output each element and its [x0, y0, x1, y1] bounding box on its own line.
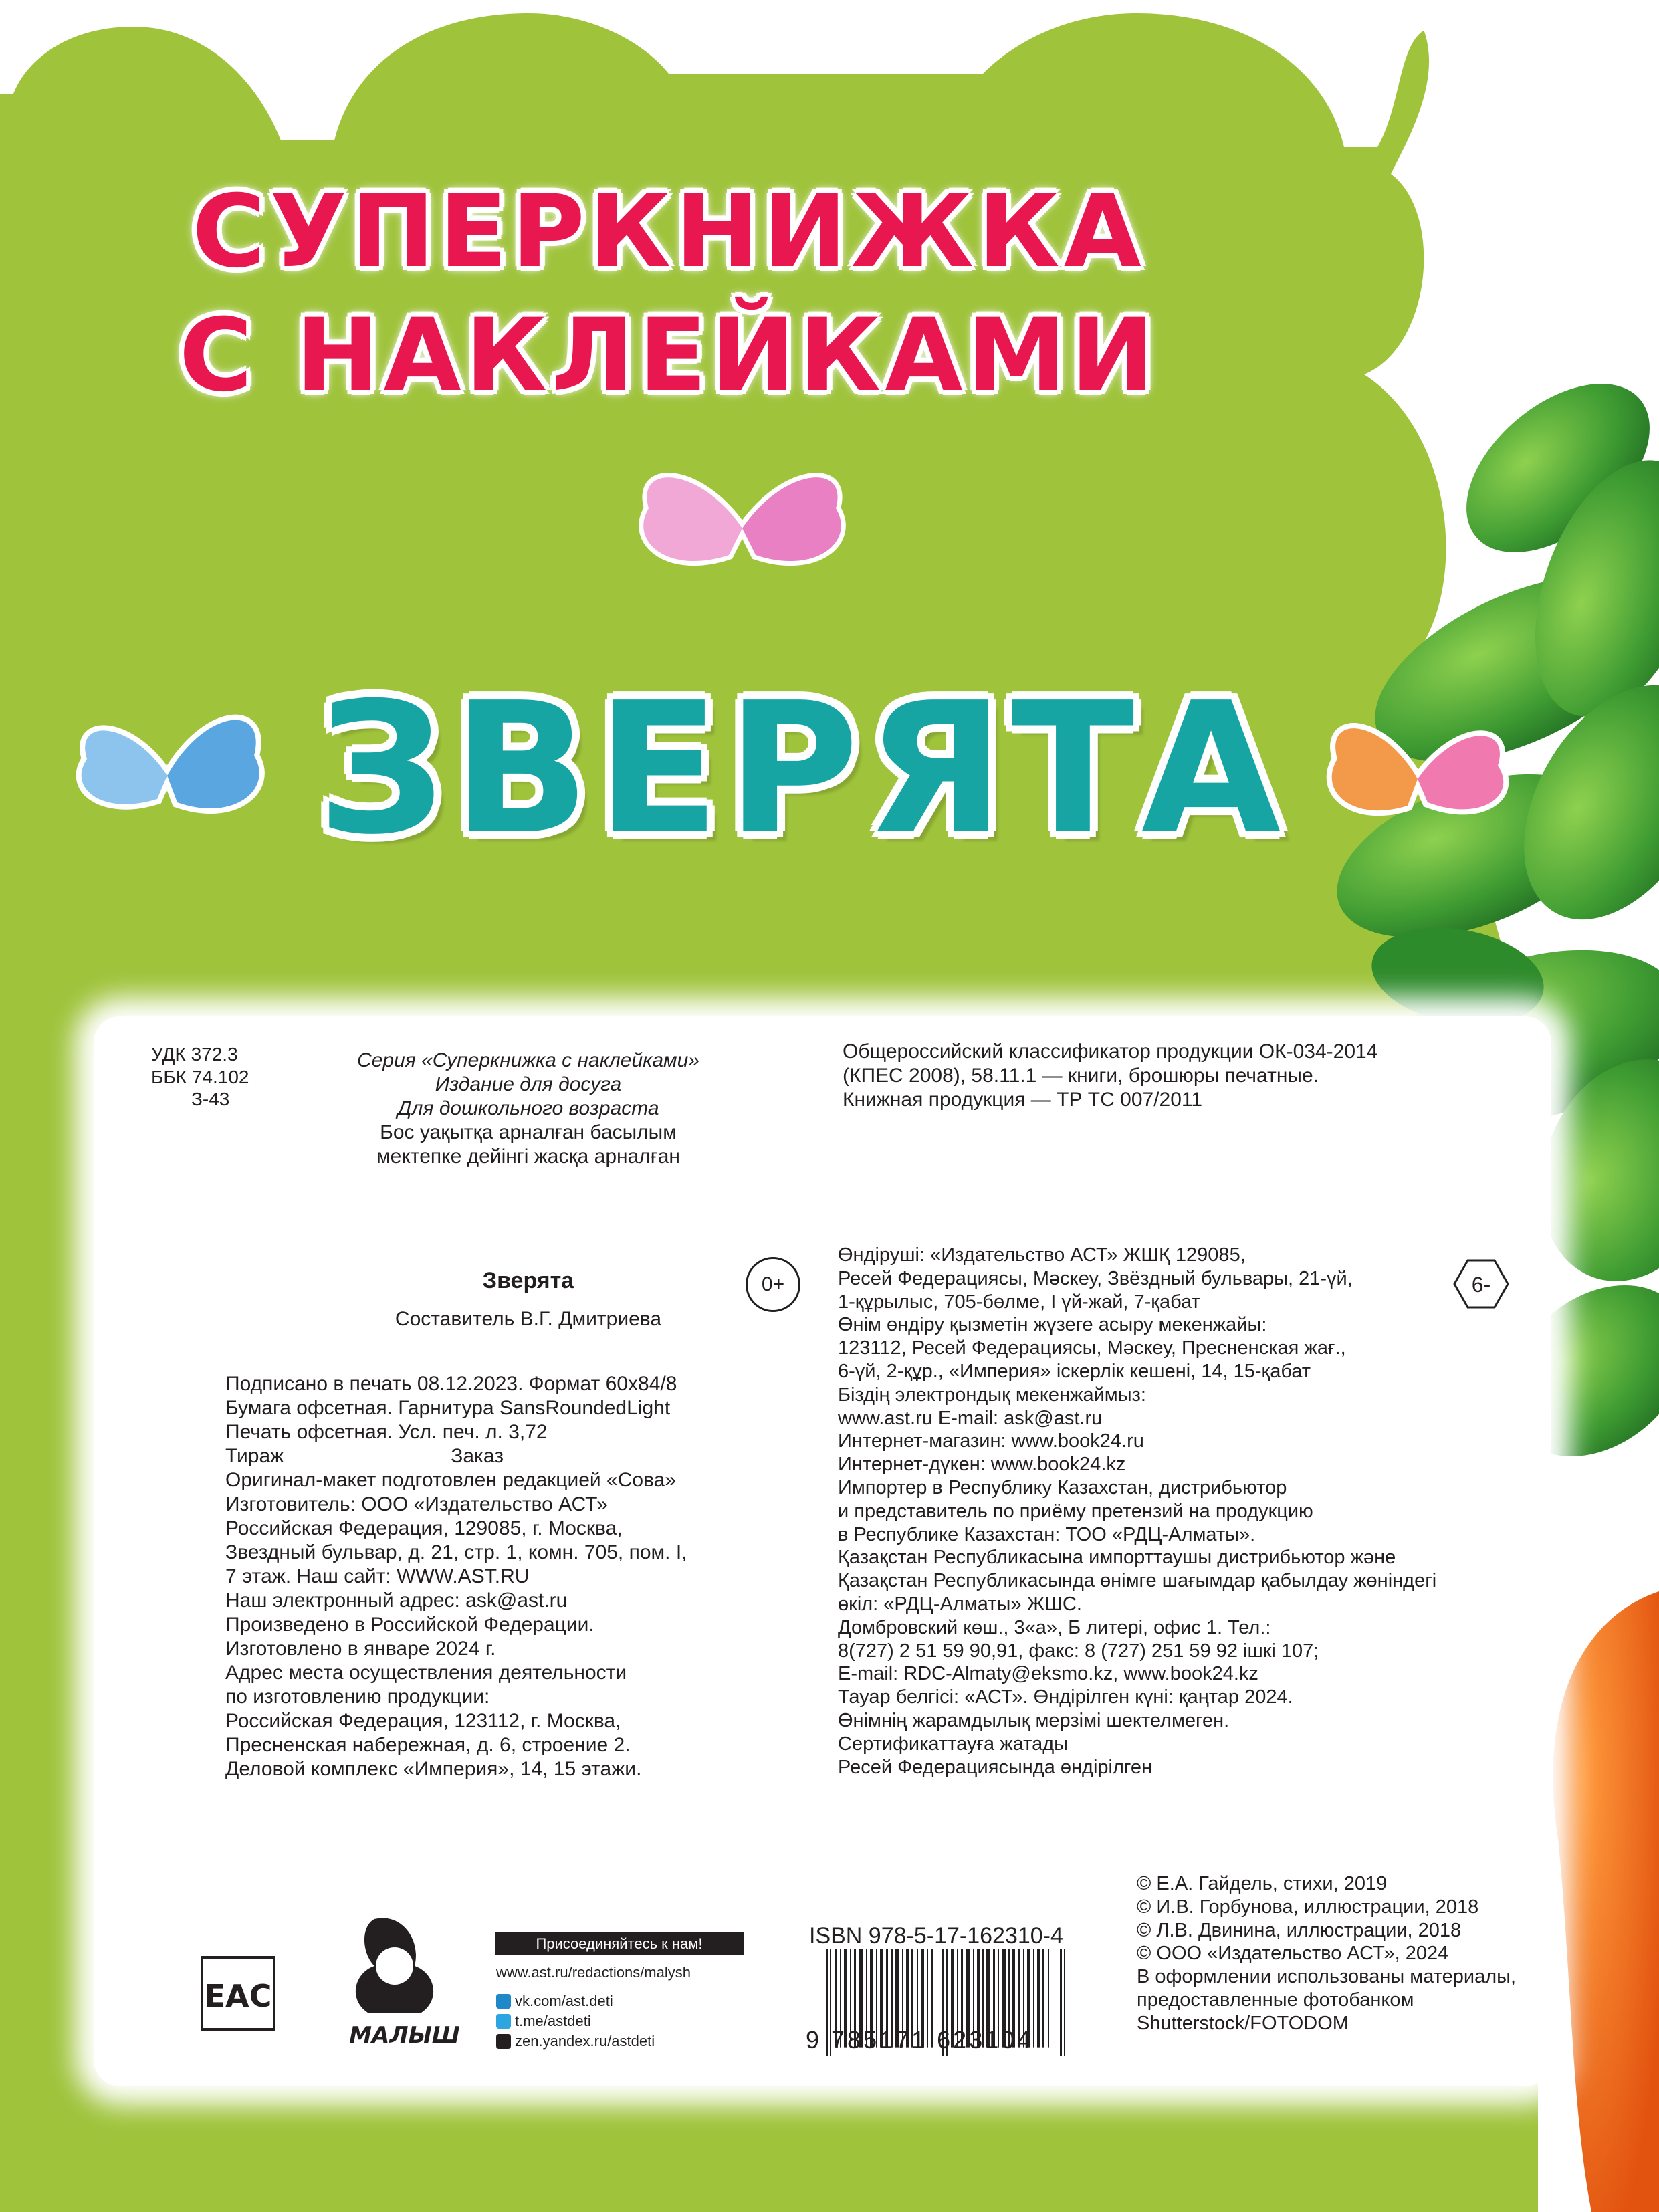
copyrights — [1137, 1872, 1516, 2035]
detail-line: Российская Федерация, 123112, г. Москва, — [225, 1710, 621, 1732]
kz-line: 1-құрылыс, 705-бөлме, I үй-жай, 7-қабат — [838, 1291, 1200, 1313]
kz-line: Интернет-дүкен: www.book24.kz — [838, 1454, 1126, 1476]
kz-line: Өндіруші: «Издательство АСТ» ЖШҚ 129085, — [838, 1244, 1246, 1266]
kz-line: 8(727) 2 51 59 90,91, факс: 8 (727) 251 59 92 ішкі 107; — [838, 1640, 1319, 1662]
zen-icon — [496, 2034, 511, 2049]
kz-line: 123112, Ресей Федерациясы, Мәскеу, Пресненская жағ., — [838, 1337, 1346, 1359]
series-title-line2: С НАКЛЕЙКАМИ — [179, 298, 1159, 414]
bbk-code: ББК 74.102 — [151, 1066, 249, 1087]
kz-line: Қазақстан Республикасына импорттаушы дистрибьютор және — [838, 1547, 1396, 1569]
age-group: Для дошкольного возраста — [397, 1097, 659, 1119]
detail-line: Наш электронный адрес: ask@ast.ru — [225, 1589, 568, 1612]
copyright-line: Shutterstock/FOTODOM — [1137, 2012, 1349, 2034]
series-title-line1: СУПЕРКНИЖКА — [192, 174, 1145, 290]
compiler: Составитель В.Г. Дмитриева — [395, 1308, 662, 1330]
detail-line: Подписано в печать 08.12.2023. Формат 60х84/8 — [225, 1373, 677, 1395]
book-main-title: ЗВЕРЯТА — [317, 663, 1288, 874]
telegram-icon — [496, 2014, 511, 2029]
author-mark: З-43 — [191, 1089, 230, 1110]
detail-line: 7 этаж. Наш сайт: WWW.AST.RU — [225, 1565, 530, 1587]
age-rating-kz-text: 6- — [1471, 1273, 1491, 1297]
edition-type-kz: Бос уақытқа арналған басылым — [380, 1121, 677, 1143]
kz-line: Өнімнің жарамдылық мерзімі шектелмеген. — [838, 1709, 1230, 1731]
detail-line: Произведено в Российской Федерации. — [225, 1614, 594, 1636]
kz-line: Өнім өндіру қызметін жүзеге асыру мекенжайы: — [838, 1314, 1267, 1336]
detail-line: Изготовитель: ООО «Издательство АСТ» — [225, 1493, 608, 1515]
classifier-line: Книжная продукция — ТР ТС 007/2011 — [843, 1089, 1203, 1111]
barcode-digits: 9 785171 623104 — [806, 2026, 1034, 2054]
kz-line: Домбровский көш., 3«а», Б литері, офис 1. Тел.: — [838, 1616, 1271, 1638]
age-group-kz: мектепке дейінгі жасқа арналған — [376, 1145, 680, 1168]
copyright-line: © Е.А. Гайдель, стихи, 2019 — [1137, 1873, 1388, 1894]
kz-line: и представитель по приёму претензий на продукцию — [838, 1500, 1313, 1522]
publishing-details — [225, 1372, 687, 1781]
copyright-line: © Л.В. Двинина, иллюстрации, 2018 — [1137, 1919, 1462, 1941]
detail-line: Печать офсетная. Усл. печ. л. 3,72 — [225, 1421, 548, 1443]
kz-line: Интернет-магазин: www.book24.ru — [838, 1430, 1144, 1452]
detail-line: Тираж Заказ — [225, 1445, 504, 1467]
detail-line: Российская Федерация, 129085, г. Москва, — [225, 1517, 623, 1539]
publisher-logo-text: МАЛЫШ — [349, 2022, 460, 2049]
classification-codes — [151, 1043, 249, 1111]
copyright-line: предоставленные фотобанком — [1137, 1989, 1414, 2011]
copyright-line: В оформлении использованы материалы, — [1137, 1966, 1517, 1988]
detail-line: Адрес места осуществления деятельности — [225, 1662, 627, 1684]
telegram-link[interactable]: t.me/astdeti — [515, 2013, 591, 2029]
publisher-site-link[interactable]: www.ast.ru/redactions/malysh — [496, 1964, 691, 1981]
kz-line: Ресей Федерациясы, Мәскеу, Звёздный бульвары, 21-үй, — [838, 1267, 1353, 1289]
kz-line: в Республике Казахстан: ТОО «РДЦ-Алматы». — [838, 1523, 1256, 1545]
classifier-line: (КПЕС 2008), 58.11.1 — книги, брошюры печатные. — [843, 1065, 1319, 1087]
detail-line: Пресненская набережная, д. 6, строение 2. — [225, 1734, 631, 1756]
isbn: ISBN 978-5-17-162310-4 — [809, 1923, 1063, 1949]
kz-line: Тауар белгісі: «АСТ». Өндірілген күні: қаңтар 2024. — [838, 1686, 1293, 1708]
imprint-book-title: Зверята — [482, 1268, 574, 1293]
detail-line: Оригинал-макет подготовлен редакцией «Сова» — [225, 1469, 677, 1491]
vk-link[interactable]: vk.com/ast.deti — [515, 1993, 613, 2009]
detail-line: Звездный бульвар, д. 21, стр. 1, комн. 705, пом. I, — [225, 1541, 687, 1563]
kz-line: Біздің электрондық мекенжаймыз: — [838, 1384, 1146, 1406]
copyright-line: © И.В. Горбунова, иллюстрации, 2018 — [1137, 1896, 1479, 1918]
age-rating-kz-badge — [1451, 1257, 1511, 1311]
classifier-line: Общероссийский классификатор продукции ОК-034-2014 — [843, 1040, 1378, 1063]
detail-line: по изготовлению продукции: — [225, 1686, 490, 1708]
join-us-banner: Присоединяйтесь к нам! — [495, 1932, 744, 1955]
product-classifier — [843, 1040, 1377, 1112]
detail-line: Изготовлено в январе 2024 г. — [225, 1638, 496, 1660]
publisher-logo — [321, 1912, 488, 2053]
series-name: Серия «Суперкнижка с наклейками» — [357, 1049, 699, 1071]
kz-line: 6-үй, 2-құр., «Империя» іскерлік кешені, 14, 15-қабат — [838, 1360, 1311, 1382]
detail-line: Деловой комплекс «Империя», 14, 15 этажи. — [225, 1758, 642, 1780]
edition-type: Издание для досуга — [435, 1073, 622, 1095]
udk-code: УДК 372.3 — [151, 1044, 238, 1065]
kz-line: E-mail: RDC-Almaty@eksmo.kz, www.book24.kz — [838, 1663, 1258, 1685]
detail-line: Бумага офсетная. Гарнитура SansRoundedLight — [225, 1397, 671, 1419]
kz-line: Қазақстан Республикасында өнімге шағымдар қабылдау жөніндегі — [838, 1570, 1437, 1592]
kz-line: өкіл: «РДЦ-Алматы» ЖШС. — [838, 1593, 1082, 1615]
age-rating-badge: 0+ — [746, 1257, 800, 1312]
series-info — [301, 1048, 756, 1169]
kz-line: Импортер в Республику Казахстан, дистрибьютор — [838, 1476, 1287, 1499]
eac-mark-icon — [201, 1956, 275, 2031]
kazakh-details — [838, 1244, 1436, 1779]
kz-line: Сертификаттауға жатады — [838, 1733, 1068, 1755]
vk-icon — [496, 1994, 511, 2009]
kz-line: www.ast.ru E-mail: ask@ast.ru — [838, 1407, 1103, 1429]
copyright-line: © ООО «Издательство АСТ», 2024 — [1137, 1943, 1449, 1965]
eac-text: EAC — [204, 1978, 272, 2014]
kz-line: Ресей Федерациясында өндірілген — [838, 1756, 1152, 1778]
zen-link[interactable]: zen.yandex.ru/astdeti — [515, 2033, 655, 2050]
